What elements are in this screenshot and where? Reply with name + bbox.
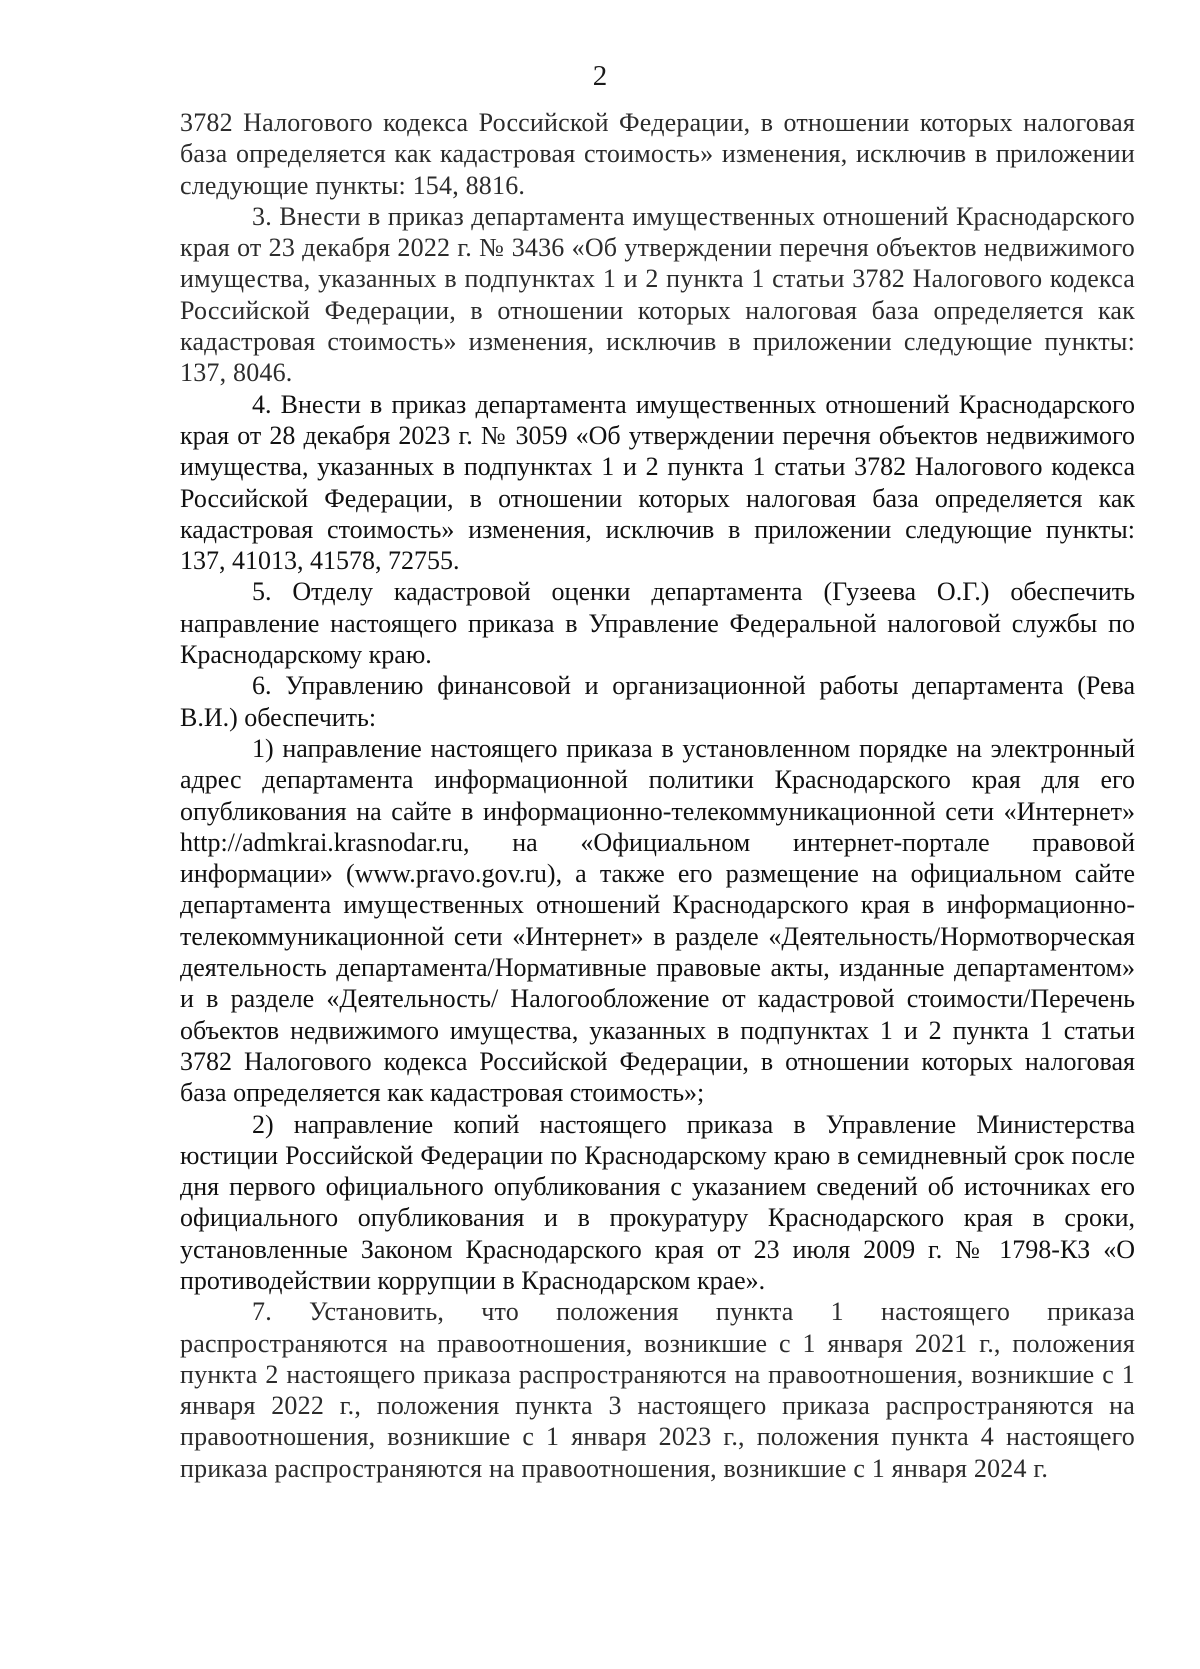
paragraph-subitem-1: 1) направление настоящего приказа в установленном порядке на электронный адрес департамента информационной политики Краснодарского края для его опубликования на сайте в информационно-телекоммуникационной сети «Интернет» http://admkrai.krasnodar.ru, на «Официальном интернет-портале правовой информации» (www.pravo.gov.ru), а также его размещение на официальном сайте департамента имущественных отношений Краснодарского края в информационно-телекоммуникационной сети «Интернет» в разделе «Деятельность/Нормотворческая деятельность департамента/Нормативные правовые акты, изданные департаментом» и в разделе «Деятельность/ Налогообложение от кадастровой стоимости/Перечень объектов недвижимого имущества, указанных в подпунктах 1 и 2 пункта 1 статьи 3782 Налогового кодекса Российской Федерации, в отношении которых налоговая база определяется как кадастровая стоимость»;	[180, 733, 1135, 1108]
paragraph-item-3: 3. Внести в приказ департамента имущественных отношений Краснодарского края от 23 декабря 2022 г. № 3436 «Об утверждении перечня объектов недвижимого имущества, указанных в подпунктах 1 и 2 пункта 1 статьи 3782 Налогового кодекса Российской Федерации, в отношении которых налоговая база определяется как кадастровая стоимость» изменения, исключив в приложении следующие пункты: 137, 8046.	[180, 201, 1135, 388]
document-body	[180, 107, 1135, 1484]
paragraph-item-4: 4. Внести в приказ департамента имущественных отношений Краснодарского края от 28 декабря 2023 г. № 3059 «Об утверждении перечня объектов недвижимого имущества, указанных в подпунктах 1 и 2 пункта 1 статьи 3782 Налогового кодекса Российской Федерации, в отношении которых налоговая база определяется как кадастровая стоимость» изменения, исключив в приложении следующие пункты: 137, 41013, 41578, 72755.	[180, 389, 1135, 576]
paragraph-continuation: 3782 Налогового кодекса Российской Федерации, в отношении которых налоговая база определяется как кадастровая стоимость» изменения, исключив в приложении следующие пункты: 154, 8816.	[180, 108, 1135, 200]
paragraph-item-7: 7. Установить, что положения пункта 1 настоящего приказа распространяются на правоотношения, возникшие с 1 января 2021 г., положения пункта 2 настоящего приказа распространяются на правоотношения, возникшие с 1 января 2022 г., положения пункта 3 настоящего приказа распространяются на правоотношения, возникшие с 1 января 2023 г., положения пункта 4 настоящего приказа распространяются на правоотношения, возникшие с 1 января 2024 г.	[180, 1297, 1135, 1483]
paragraph-item-5: 5. Отделу кадастровой оценки департамента (Гузеева О.Г.) обеспечить направление настоящего приказа в Управление Федеральной налоговой службы по Краснодарскому краю.	[180, 577, 1135, 670]
page-number: 2	[592, 60, 608, 92]
paragraph-item-6: 6. Управлению финансовой и организационной работы департамента (Рева В.И.) обеспечить:	[180, 671, 1135, 732]
paragraph-subitem-2: 2) направление копий настоящего приказа в Управление Министерства юстиции Российской Федерации по Краснодарскому краю в семидневный срок после дня первого официального опубликования с указанием сведений об источниках его официального опубликования и в прокуратуру Краснодарского края в сроки, установленные Законом Краснодарского края от 23 июля 2009 г. № 1798-КЗ «О противодействии коррупции в Краснодарском крае».	[180, 1109, 1135, 1295]
